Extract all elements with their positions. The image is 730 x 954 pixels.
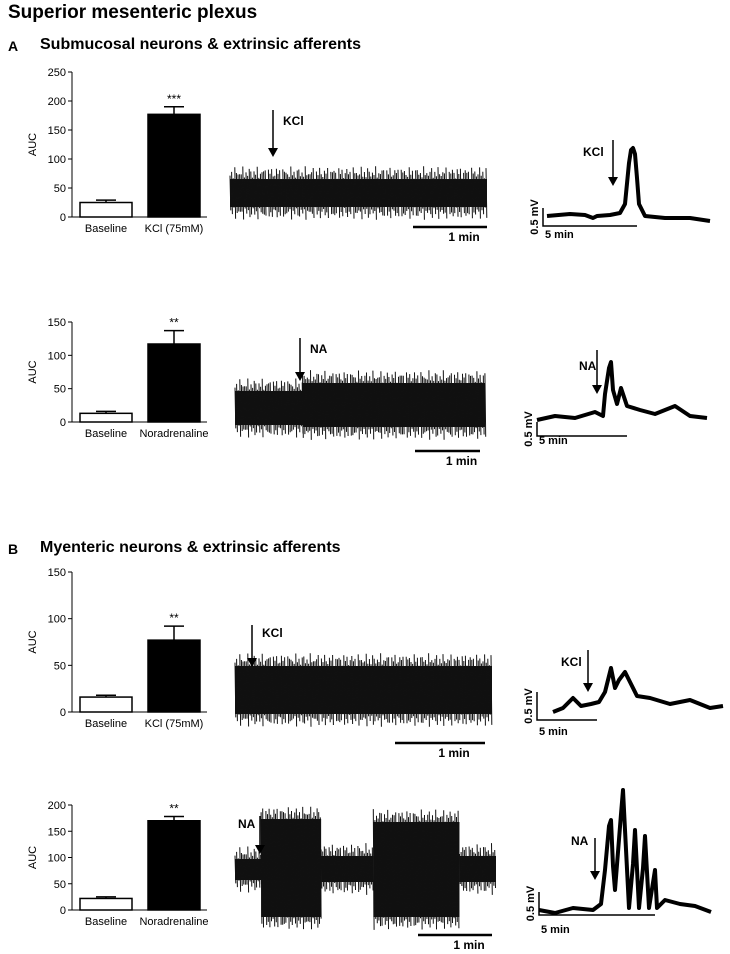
raw-trace-a2 (230, 333, 495, 468)
y-tick-label: 200 (47, 800, 66, 812)
firing-rate-line (539, 790, 711, 913)
y-tick-label: 100 (47, 852, 66, 865)
x-scale-label: 5 min (539, 726, 568, 738)
figure-title: Superior mesenteric plexus (8, 2, 258, 23)
panel-a-label: A (8, 38, 19, 54)
firing-rate-line (553, 668, 723, 712)
y-tick-label: 50 (53, 183, 66, 195)
firing-rate-line (547, 148, 710, 221)
panel-b-label: B (8, 541, 19, 557)
y-tick-label: 250 (47, 67, 66, 79)
y-scale-label: 0.5 mV (529, 199, 541, 235)
y-axis-label: AUC (27, 845, 39, 870)
stimulus-arrow-head (268, 148, 278, 157)
y-tick-label: 150 (47, 567, 66, 579)
time-scale-label: 1 min (438, 746, 470, 760)
category-label: Noradrenaline (139, 428, 209, 440)
stimulus-label: KCl (283, 114, 304, 128)
y-tick-label: 50 (53, 878, 66, 891)
stimulus-label: KCl (583, 145, 604, 159)
stimulus-arrow-head (590, 871, 600, 880)
time-scale-label: 1 min (445, 454, 478, 468)
y-tick-label: 150 (47, 125, 66, 137)
y-scale-label: 0.5 mV (523, 411, 535, 447)
bar-0 (80, 697, 132, 712)
category-label: KCl (75mM) (144, 718, 204, 730)
firing-rate-line (537, 362, 707, 420)
trace-spikes (303, 370, 486, 440)
y-tick-label: 100 (47, 350, 66, 363)
stimulus-label: NA (579, 359, 597, 373)
y-tick-label: 150 (47, 317, 66, 329)
rate-trace-a2 (525, 332, 725, 467)
scale-bar (537, 422, 627, 436)
x-scale-label: 5 min (539, 435, 568, 447)
trace-spikes (235, 847, 261, 893)
significance-marker: ** (169, 315, 179, 330)
y-axis-label: AUC (27, 360, 39, 384)
rate-trace-b1 (525, 642, 725, 742)
category-label: Baseline (84, 428, 128, 440)
bar-1 (148, 344, 200, 422)
bar-chart-b1 (20, 562, 220, 752)
stimulus-label: NA (571, 834, 589, 848)
significance-marker: ** (169, 801, 179, 816)
panel-a-title: Submucosal neurons & extrinsic afferents (40, 36, 361, 53)
x-scale-label: 5 min (541, 924, 570, 936)
y-axis-label: AUC (27, 630, 39, 654)
category-label: KCl (75mM) (144, 223, 204, 235)
y-tick-label: 50 (53, 660, 66, 673)
y-scale-label: 0.5 mV (525, 885, 537, 922)
y-tick-label: 100 (47, 154, 66, 166)
trace-spikes (235, 379, 303, 438)
stimulus-arrow-head (608, 177, 618, 186)
raw-trace-b2 (230, 808, 500, 953)
y-axis-label: AUC (27, 132, 39, 157)
bar-0 (80, 413, 132, 422)
y-tick-label: 50 (53, 383, 66, 396)
category-label: Baseline (84, 223, 128, 235)
category-label: Baseline (84, 916, 128, 928)
stimulus-label: NA (238, 817, 256, 831)
x-scale-label: 5 min (545, 229, 574, 241)
bar-chart-b2 (20, 795, 230, 950)
bar-0 (80, 898, 132, 910)
bar-0 (80, 203, 132, 218)
y-tick-label: 0 (59, 707, 66, 719)
raw-trace-a1 (225, 105, 495, 245)
stimulus-arrow-head (295, 372, 305, 381)
time-scale-label: 1 min (448, 230, 480, 244)
bar-chart-a2 (20, 312, 230, 462)
significance-marker: *** (166, 91, 182, 106)
stimulus-label: NA (310, 342, 328, 356)
y-scale-label: 0.5 mV (523, 688, 535, 724)
y-tick-label: 200 (47, 96, 66, 108)
panel-b-title: Myenteric neurons & extrinsic afferents (40, 539, 341, 556)
bar-1 (148, 640, 200, 712)
stimulus-arrow-head (592, 385, 602, 394)
y-tick-label: 100 (47, 613, 66, 626)
stimulus-label: KCl (262, 626, 283, 640)
y-tick-label: 150 (47, 826, 66, 839)
trace-spikes (230, 166, 487, 220)
rate-trace-a1 (525, 108, 725, 256)
trace-spikes (235, 653, 492, 727)
y-tick-label: 0 (59, 905, 66, 917)
bar-1 (148, 114, 200, 217)
category-label: Noradrenaline (139, 916, 209, 928)
stimulus-arrow-head (583, 683, 593, 692)
y-tick-label: 0 (59, 212, 66, 224)
trace-spikes (460, 843, 496, 895)
raw-trace-b1 (230, 615, 495, 765)
significance-marker: ** (169, 611, 179, 626)
y-tick-label: 0 (59, 417, 66, 429)
bar-chart-a1 (20, 62, 220, 257)
stimulus-label: KCl (561, 655, 582, 669)
bar-1 (148, 821, 200, 910)
rate-trace-b2 (525, 780, 725, 950)
category-label: Baseline (84, 718, 128, 730)
time-scale-label: 1 min (453, 938, 485, 952)
